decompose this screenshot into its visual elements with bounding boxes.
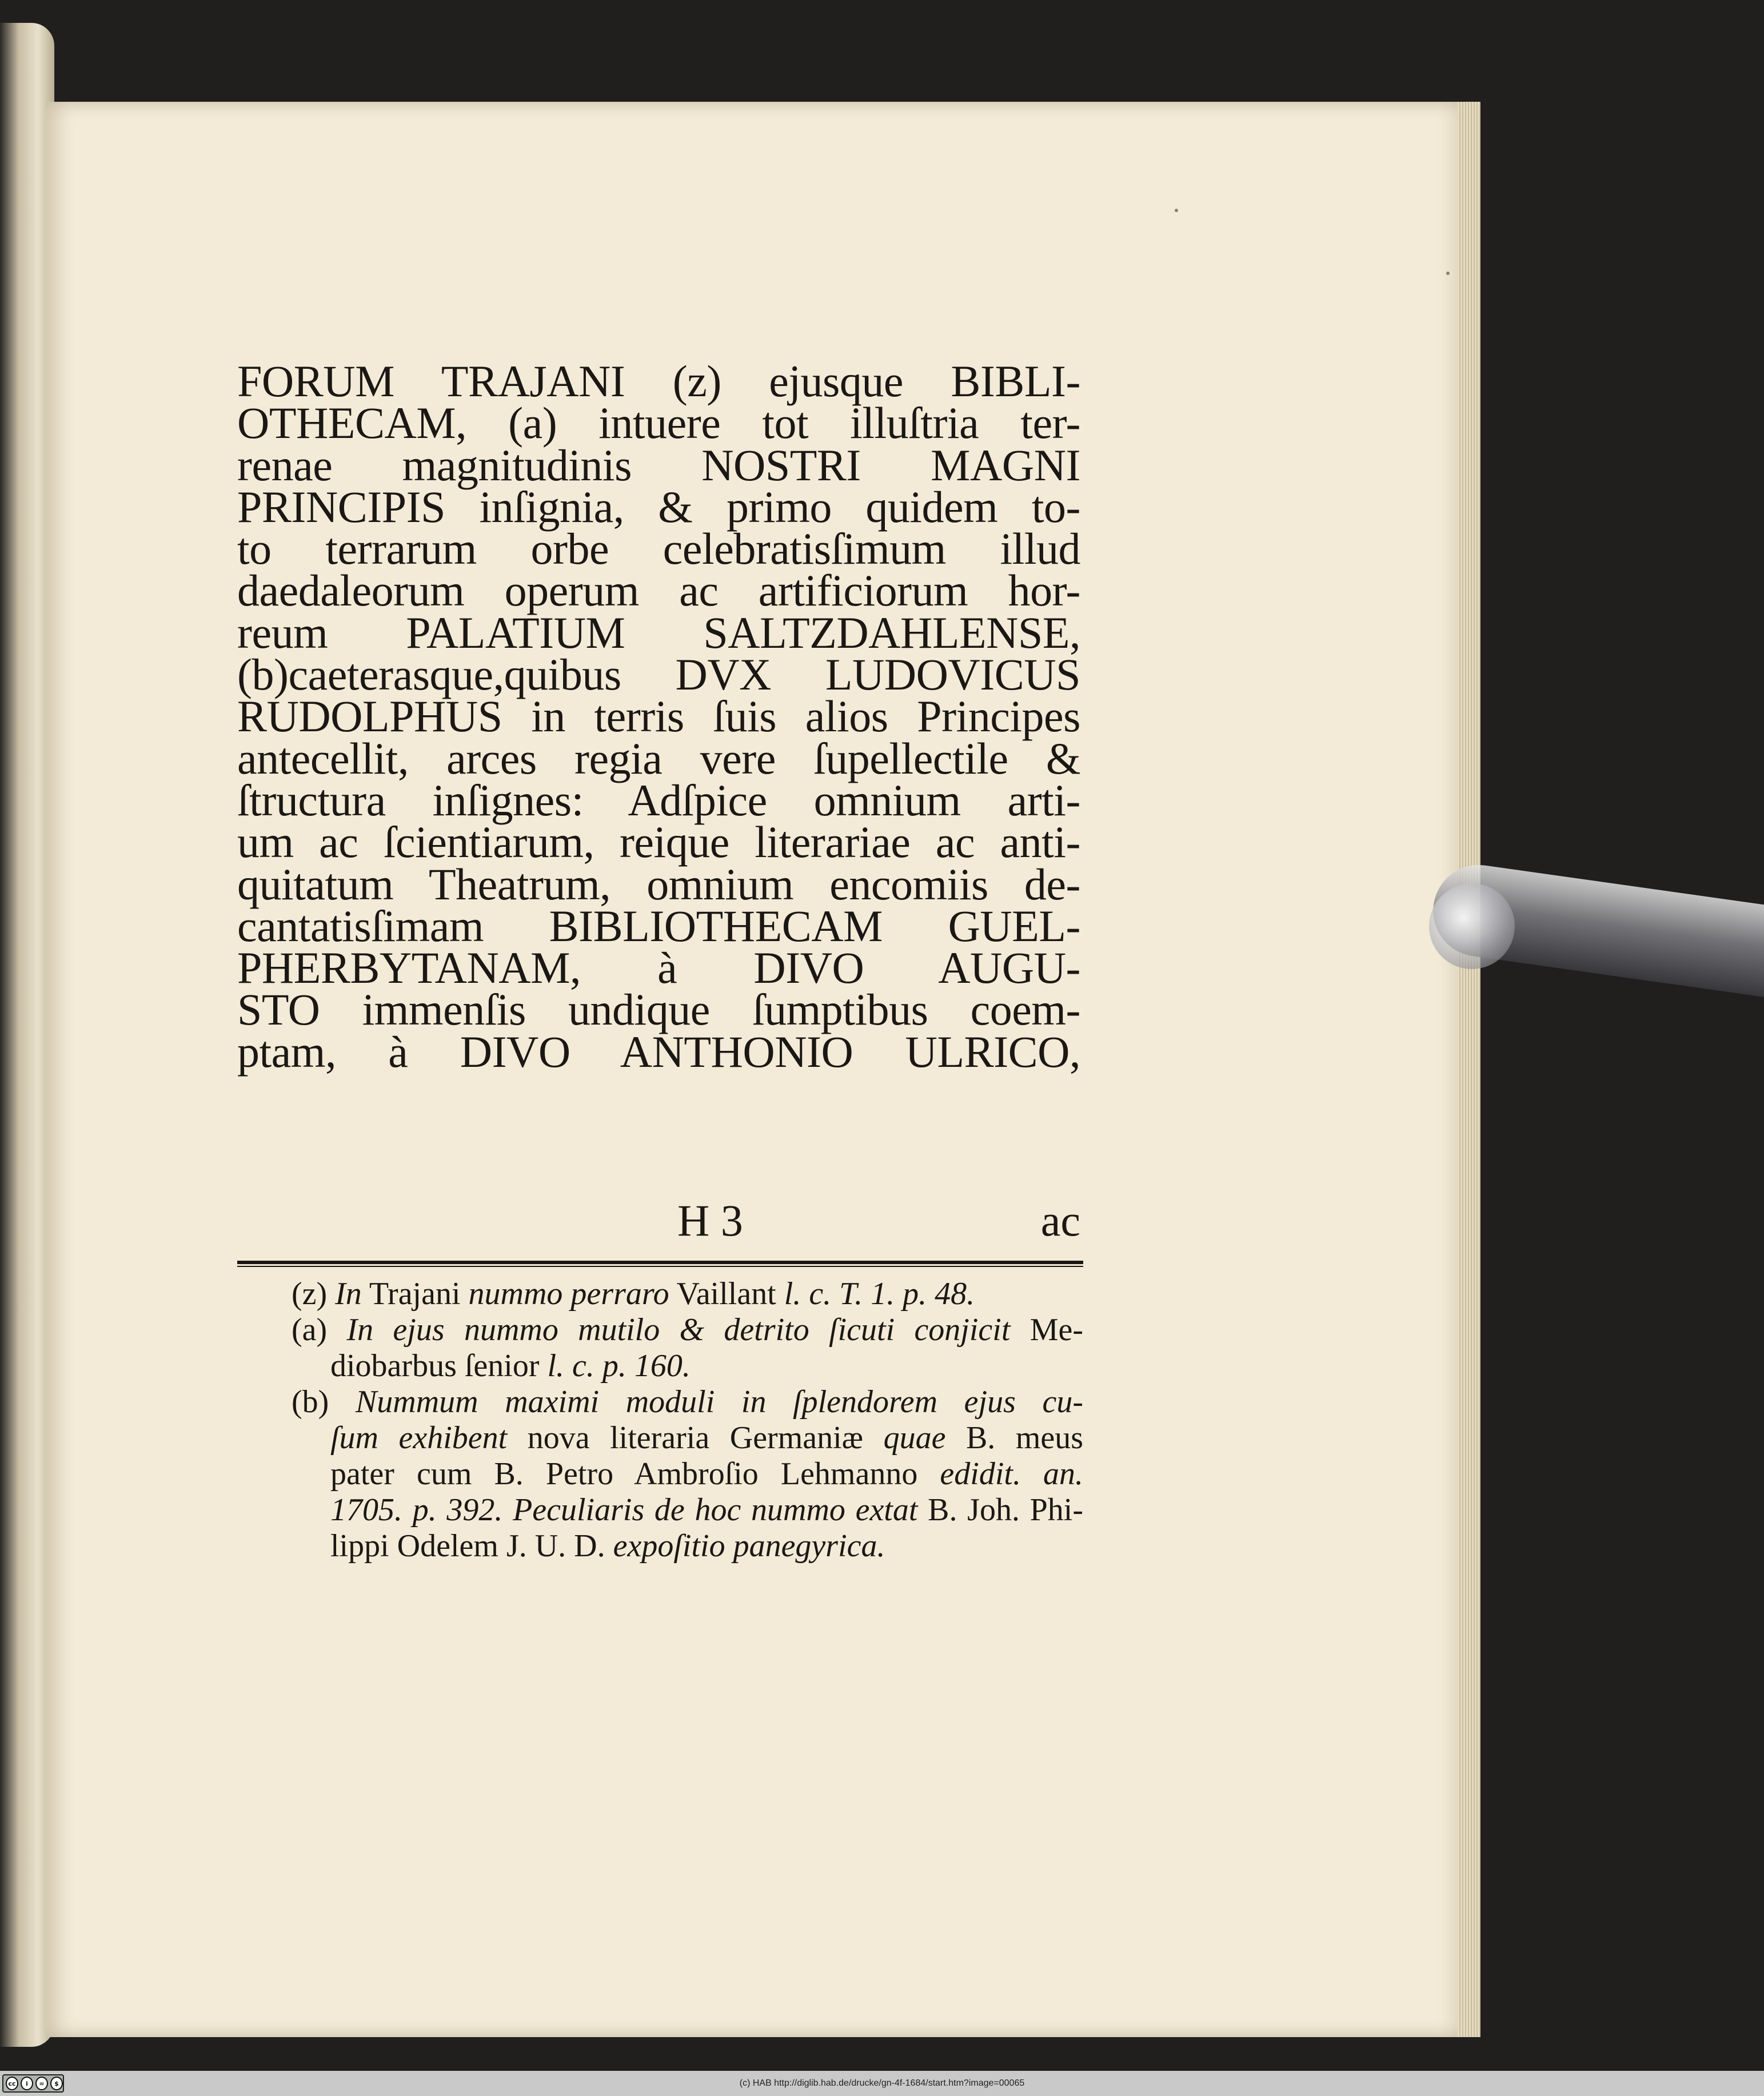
text-line: PRINCIPIS inſignia, & primo quidem to- [237, 481, 1080, 532]
footnote-b-cont [292, 1456, 1083, 1492]
footnote-b-cont [292, 1420, 1083, 1456]
footnote-a-cont [292, 1348, 1083, 1384]
footnote-text: nummo perraro [468, 1276, 669, 1312]
text-line: renae magnitudinis NOSTRI MAGNI [237, 440, 1080, 490]
footnote-text: B. Joh. Phi- [928, 1492, 1084, 1528]
text-line: RUDOLPHUS in terris ſuis alios Principes [237, 691, 1080, 742]
source-footer-bar [0, 2071, 1764, 2096]
footnote-marker: (z) [292, 1276, 328, 1312]
main-text [237, 356, 1080, 1077]
footnote-text: Nummum maximi moduli in ſplendorem ejus cu- [355, 1384, 1084, 1420]
footnote-text: l. c. T. 1. p. 48. [784, 1276, 975, 1312]
text-line: ſtructura inſignes: Adſpice omnium arti- [237, 775, 1080, 825]
footnote-text: expoſitio panegyrica. [613, 1528, 885, 1564]
cc-icon: cc [6, 2077, 18, 2090]
footnote-text: B. meus [965, 1420, 1084, 1456]
footnote-text: Vaillant [676, 1276, 776, 1312]
footnote-text: edidit. an. [940, 1456, 1084, 1492]
footnote-b-cont [292, 1492, 1083, 1528]
source-url-text: (c) HAB http://diglib.hab.de/drucke/gn-4f-1684/start.htm?image=00065 [739, 2078, 1025, 2088]
footnote-rule-thin [237, 1266, 1083, 1267]
text-line: FORUM TRAJANI (z) ejusque BIBLI- [237, 356, 1080, 406]
footnote-rule [237, 1261, 1083, 1264]
footnote-text: Me- [1029, 1312, 1084, 1348]
text-line: um ac ſcientiarum, reique literariae ac anti- [237, 817, 1080, 867]
clamp-tip [1429, 883, 1515, 969]
footnote-marker: (b) [292, 1384, 329, 1420]
text-line: antecellit, arces regia vere ſupellectile & [237, 733, 1080, 783]
footnote-z [292, 1276, 1083, 1312]
footnote-text: In [335, 1276, 362, 1312]
text-line: daedaleorum operum ac artificiorum hor- [237, 565, 1080, 616]
attribution-icon: i [21, 2077, 33, 2090]
footnote-text: diobarbus ſenior [330, 1348, 540, 1384]
footnote-b [292, 1384, 1083, 1420]
text-line: (b)caeterasque,quibus DVX LUDOVICUS [237, 649, 1080, 700]
non-commercial-icon: $ [50, 2077, 63, 2090]
footnote-text: quae [883, 1420, 946, 1456]
footnote-text: ſum exhibent [330, 1420, 508, 1456]
footnote-text: l. c. p. 160. [547, 1348, 691, 1384]
footnotes [292, 1276, 1083, 1564]
paper-speck [1175, 209, 1178, 212]
footnote-text: 1705. p. 392. Peculiaris de hoc nummo extat [330, 1492, 918, 1528]
no-derivatives-icon: = [35, 2077, 48, 2090]
footnote-text: nova literaria Germaniæ [527, 1420, 864, 1456]
text-line: quitatum Theatrum, omnium encomiis de- [237, 859, 1080, 909]
text-line: ptam, à DIVO ANTHONIO ULRICO, [237, 1026, 1080, 1077]
text-line: OTHECAM, (a) intuere tot illuſtria ter- [237, 398, 1080, 448]
page-stack-edge [1458, 102, 1480, 2037]
text-line: STO immenſis undique ſumptibus coem- [237, 985, 1080, 1035]
footnote-b-cont [292, 1528, 1083, 1564]
footnote-text: pater cum B. Petro Ambroſio Lehmanno [330, 1456, 918, 1492]
footnote-text: lippi Odelem J. U. D. [330, 1528, 605, 1564]
text-line: reum PALATIUM SALTZDAHLENSE, [237, 607, 1080, 658]
signature-line [237, 1195, 1080, 1245]
footnote-marker: (a) [292, 1312, 328, 1348]
footnote-text: In ejus nummo mutilo & detrito ſicuti conjicit [346, 1312, 1011, 1348]
footnote-text: Trajani [369, 1276, 461, 1312]
catchword: ac [1040, 1196, 1080, 1245]
footnote-a [292, 1312, 1083, 1348]
paper-speck [1446, 272, 1450, 275]
text-line: cantatisſimam BIBLIOTHECAM GUEL- [237, 900, 1080, 951]
text-line: PHERBYTANAM, à DIVO AUGU- [237, 943, 1080, 993]
text-line: to terrarum orbe celebratisſimum illud [237, 524, 1080, 574]
signature-mark: H 3 [677, 1196, 743, 1245]
